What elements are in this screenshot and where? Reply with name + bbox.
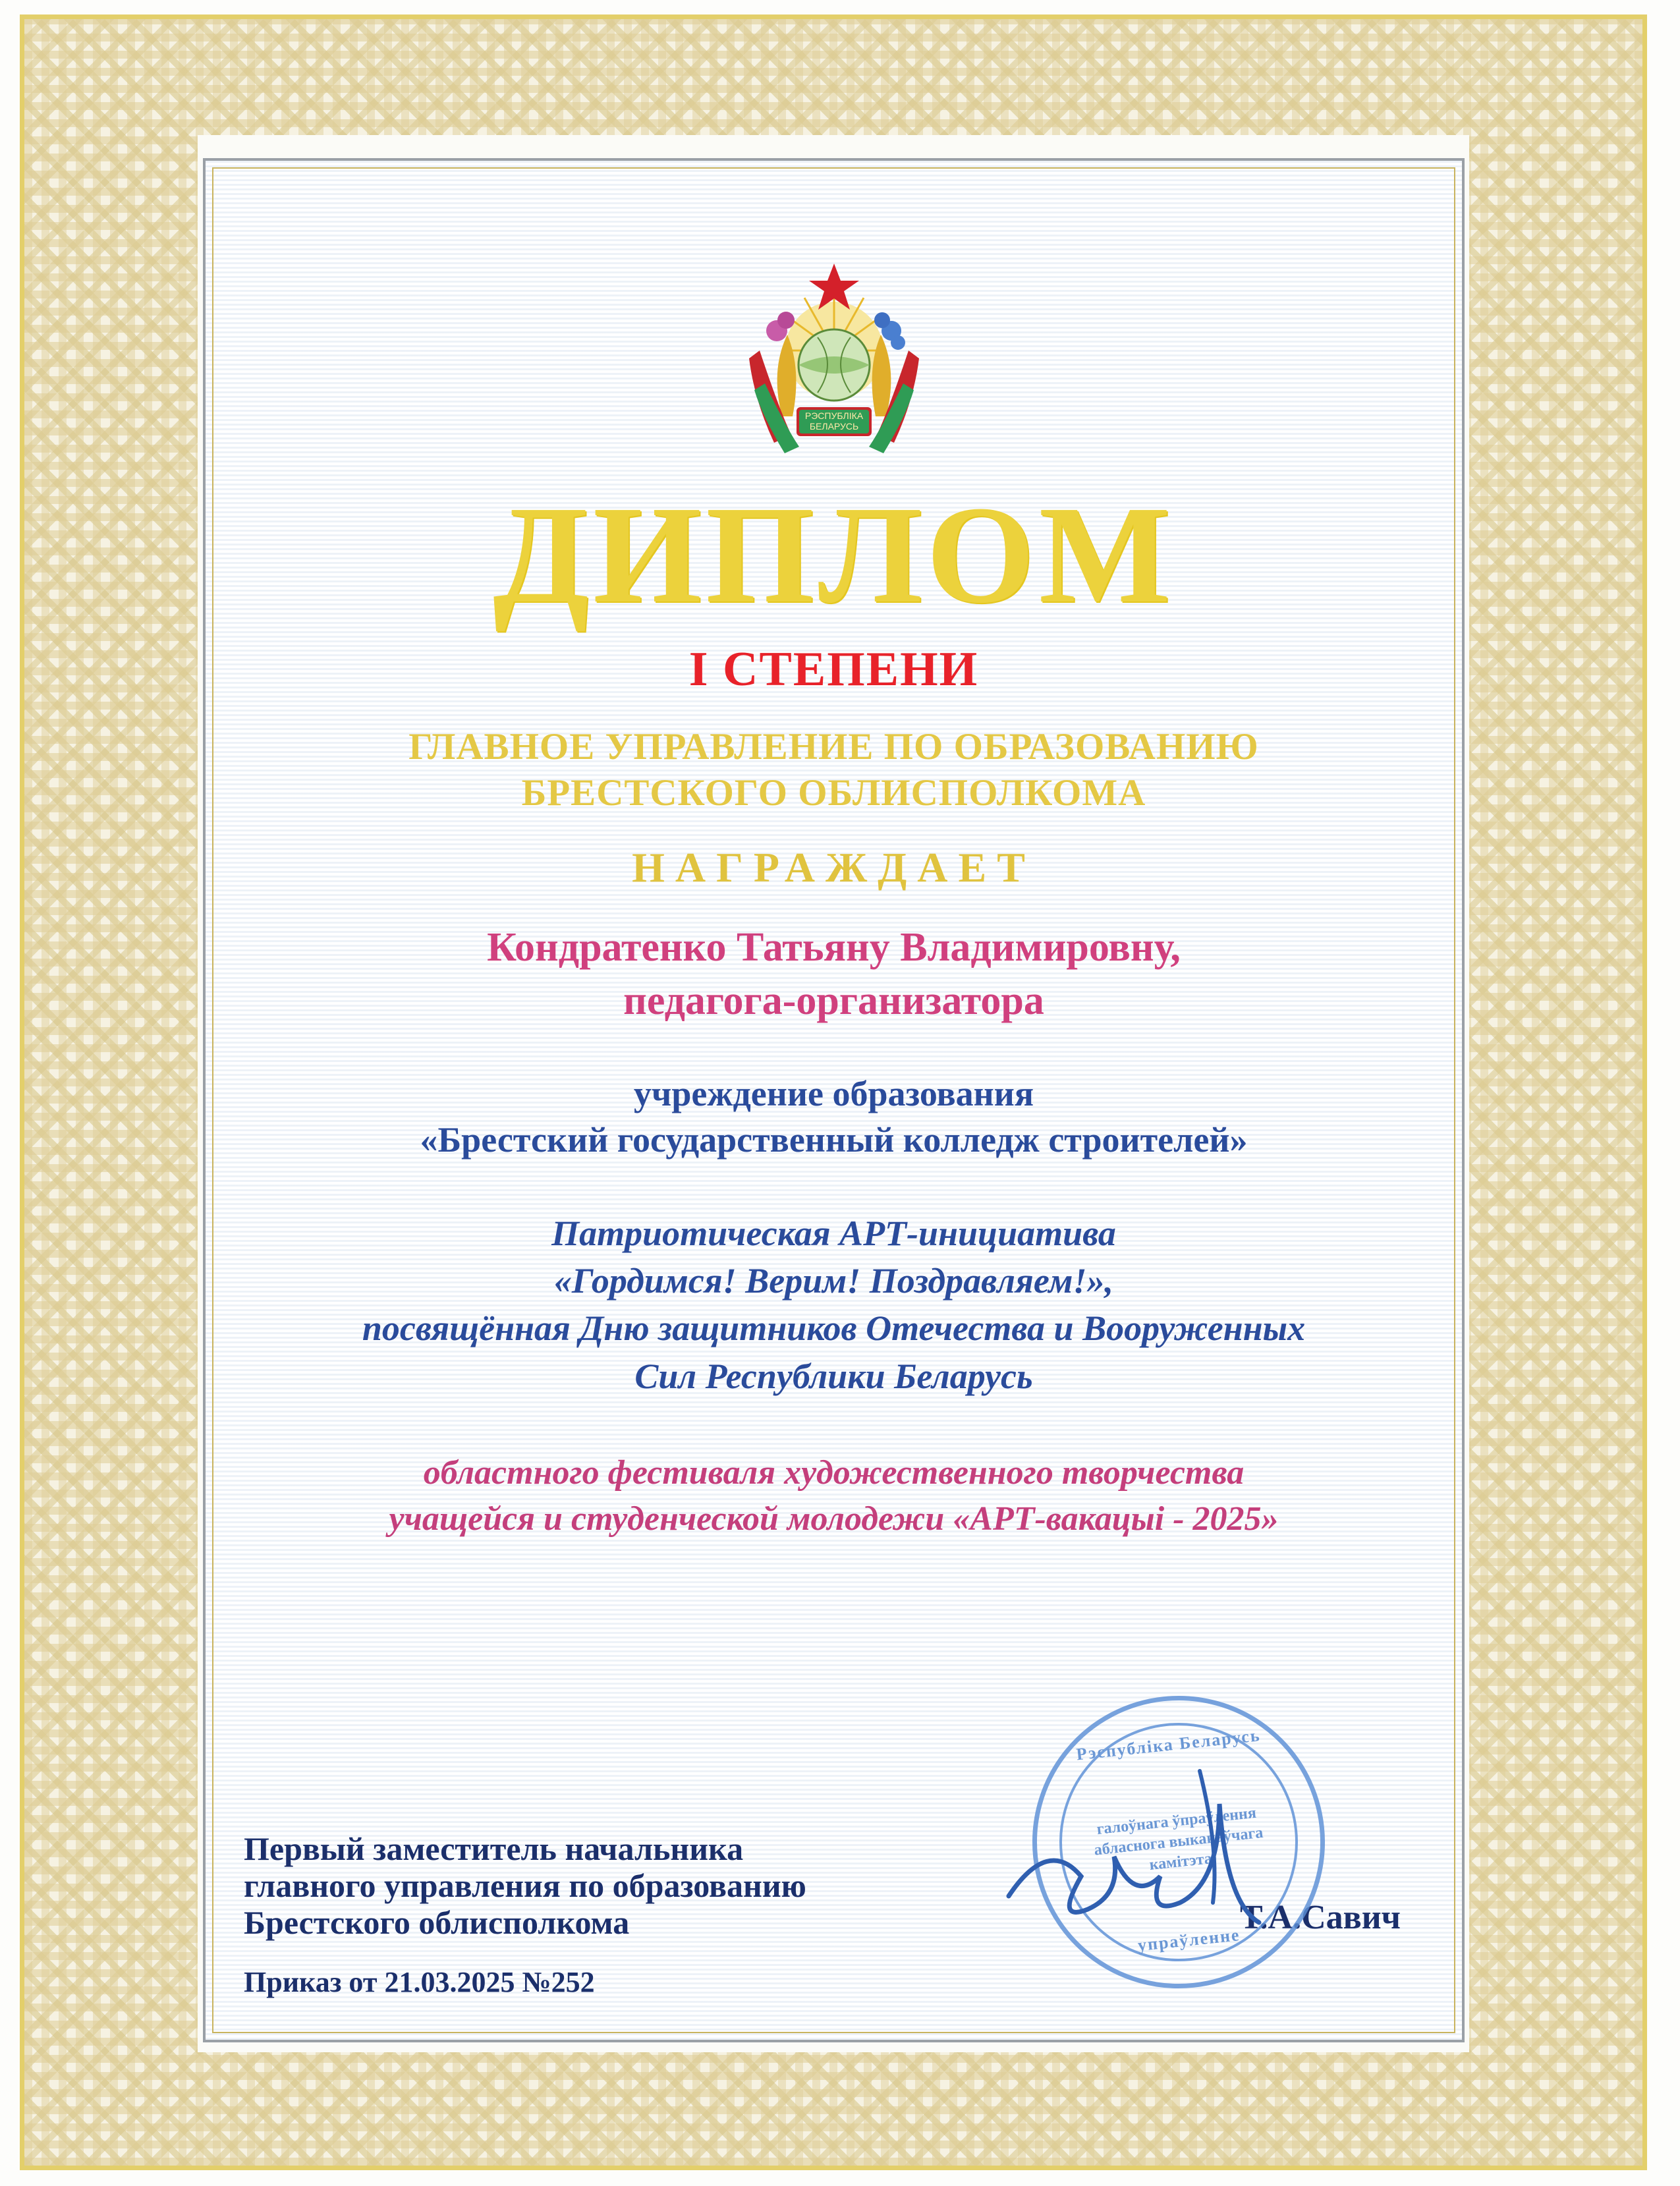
event-line-4: Сил Республики Беларусь — [634, 1356, 1033, 1396]
stamp-text-center: галоўнага ўпраўлення абласнога выканаўчага камітэта — [1093, 1804, 1264, 1874]
event-block — [217, 1210, 1450, 1400]
event-line-1: Патриотическая АРТ-инициатива — [551, 1213, 1116, 1253]
festival-line-2: учащейся и студенческой молодежи «АРТ-вакацыі - 2025» — [389, 1499, 1279, 1538]
signatory-name: Т.А.Савич — [1240, 1899, 1401, 1936]
diploma-degree: I СТЕПЕНИ — [688, 642, 979, 696]
diploma-title: ДИПЛОМ — [493, 477, 1175, 632]
awards-word: НАГРАЖДАЕТ — [632, 844, 1036, 891]
official-round-stamp — [1018, 1681, 1339, 2003]
event-line-2: «Гордимся! Верим! Поздравляем!», — [554, 1260, 1113, 1301]
signatory-title-line-3: Брестского облисполкома — [244, 1904, 630, 1941]
signatory-title-line-2: главного управления по образованию — [244, 1867, 806, 1904]
issuer-line-1: ГЛАВНОЕ УПРАВЛЕНИЕ ПО ОБРАЗОВАНИЮ — [408, 726, 1259, 768]
festival-block — [217, 1450, 1450, 1542]
event-line-3: посвящённая Дню защитников Отечества и Вооруженных — [362, 1308, 1306, 1349]
issuer-line-2: БРЕСТСКОГО ОБЛИСПОЛКОМА — [521, 771, 1146, 814]
recipient-block — [217, 921, 1450, 1027]
stamp-text-top: Рэспубліка Беларусь — [1075, 1725, 1262, 1764]
stamp-text-bottom: упраўленне — [1136, 1925, 1241, 1955]
signatory-title-line-1: Первый заместитель начальника — [244, 1830, 744, 1867]
emblem-label-line-2: БЕЛАРУСЬ — [809, 421, 858, 432]
recipient-role: педагога-организатора — [623, 978, 1044, 1023]
belarus-state-emblem-icon — [725, 252, 943, 469]
institution-block — [217, 1071, 1450, 1163]
institution-line-1: учреждение образования — [633, 1074, 1034, 1114]
institution-line-2: «Брестский государственный колледж строителей» — [420, 1120, 1248, 1160]
recipient-name: Кондратенко Татьяну Владимировну, — [487, 925, 1181, 970]
certificate-content — [217, 173, 1450, 2028]
emblem-label-line-1: РЭСПУБЛІКА — [804, 410, 863, 421]
issuing-organization — [217, 724, 1450, 816]
signatory-title — [244, 1830, 988, 1941]
festival-line-1: областного фестиваля художественного творчества — [423, 1454, 1245, 1492]
order-reference: Приказ от 21.03.2025 №252 — [244, 1966, 595, 1998]
